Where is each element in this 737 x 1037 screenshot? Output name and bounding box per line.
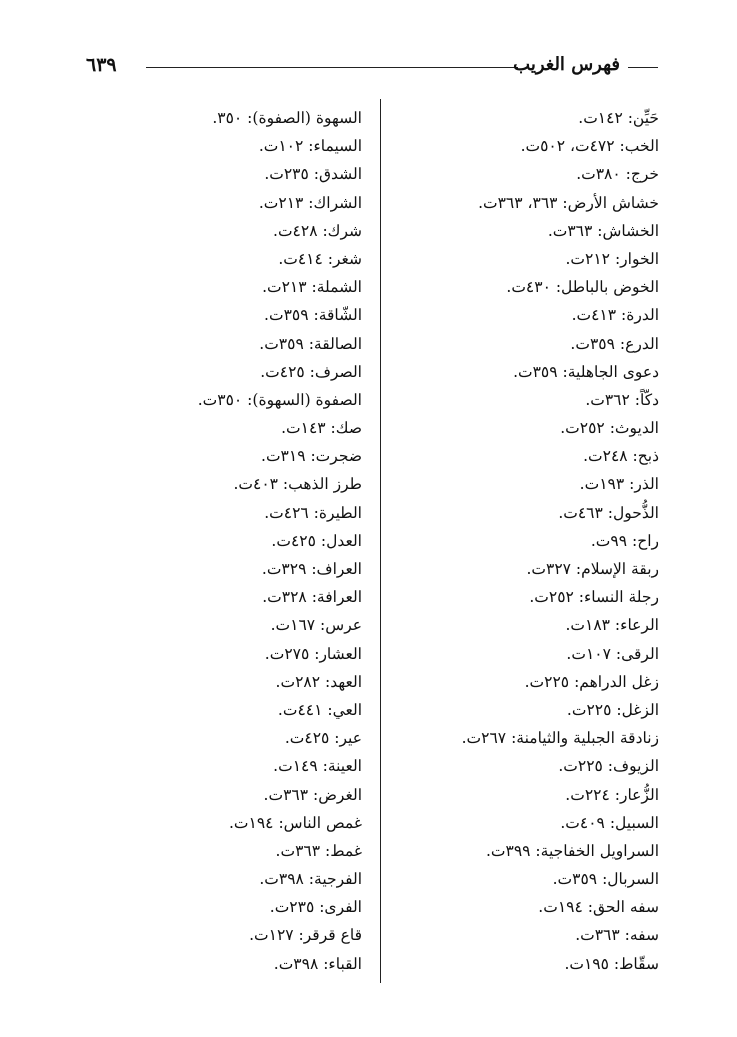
index-entry: الذُّحول: ٤٦٣ت. [558, 503, 659, 522]
index-entry: زغل الدراهم: ٢٢٥ت. [524, 672, 659, 691]
index-entry: حَيِّن: ١٤٢ت. [578, 109, 659, 127]
page-header [86, 50, 658, 80]
index-entry: سفه: ٣٦٣ت. [575, 926, 659, 945]
index-entry: السبيل: ٤٠٩ت. [560, 813, 659, 832]
index-entry: الزغل: ٢٢٥ت. [566, 700, 659, 719]
index-entry: العرافة: ٣٢٨ت. [262, 588, 362, 607]
index-entry: العراف: ٣٢٩ت. [261, 560, 362, 578]
column-divider [380, 99, 381, 983]
index-entry: عير: ٤٢٥ت. [284, 729, 362, 748]
index-entry: قاع قرقر: ١٢٧ت. [249, 926, 362, 945]
index-entry: دعوى الجاهلية: ٣٥٩ت. [513, 362, 659, 381]
index-entry: العدل: ٤٢٥ت. [271, 531, 362, 550]
index-entry: الدرة: ٤١٣ت. [571, 306, 659, 325]
index-entry: ربقة الإسلام: ٣٢٧ت. [526, 560, 659, 578]
index-entry: الشدق: ٢٣٥ت. [264, 165, 362, 184]
index-entry: خرج: ٣٨٠ت. [576, 165, 659, 184]
index-entry: العينة: ١٤٩ت. [273, 757, 362, 776]
index-entry: دكّاً: ٣٦٢ت. [585, 390, 659, 409]
index-entry: العي: ٤٤١ت. [277, 700, 362, 719]
index-entry: السيماء: ١٠٢ت. [258, 137, 362, 156]
index-entry: الخوار: ٢١٢ت. [565, 249, 659, 268]
index-entry: الصفوة (السهوة): ٣٥٠ت. [197, 390, 362, 409]
index-entry: سقّاط: ١٩٥ت. [564, 954, 659, 973]
index-entry: غمط: ٣٦٣ت. [275, 841, 362, 860]
index-entry: السربال: ٣٥٩ت. [552, 870, 659, 889]
index-entry: زنادقة الجبلية والثيامنة: ٢٦٧ت. [461, 729, 659, 748]
index-entry: غمص الناس: ١٩٤ت. [229, 813, 362, 832]
index-entry: العشار: ٢٧٥ت. [264, 644, 362, 663]
index-entry: السهوة (الصفوة): ٣٥٠. [212, 109, 362, 127]
index-entry: سفه الحق: ١٩٤ت. [538, 898, 659, 917]
index-entry: السراويل الخفاجية: ٣٩٩ت. [485, 841, 659, 860]
index-entry: طرز الذهب: ٤٠٣ت. [233, 475, 362, 494]
index-entry: الشّاقة: ٣٥٩ت. [264, 306, 362, 325]
index-entry: الشراك: ٢١٣ت. [258, 193, 362, 212]
index-entry: العهد: ٢٨٢ت. [275, 672, 362, 691]
index-entry: الخب: ٤٧٢ت، ٥٠٢ت. [520, 137, 659, 156]
index-entry: خشاش الأرض: ٣٦٣، ٣٦٣ت. [478, 193, 659, 212]
index-entry: شغر: ٤١٤ت. [278, 249, 362, 268]
index-entry: الدرع: ٣٥٩ت. [570, 334, 659, 353]
index-entry: الخوض بالباطل: ٤٣٠ت. [506, 278, 659, 297]
page-number: ٦٣٩ [86, 54, 117, 76]
index-column-left [102, 104, 362, 978]
index-entry: الخشاش: ٣٦٣ت. [547, 221, 659, 240]
index-entry: صك: ١٤٣ت. [281, 419, 362, 438]
index-entry: الفرجية: ٣٩٨ت. [259, 870, 362, 889]
header-rule-left [146, 67, 518, 68]
index-entry: ذبح: ٢٤٨ت. [583, 447, 659, 466]
index-entry: الفرى: ٢٣٥ت. [269, 898, 362, 917]
index-entry: الديوث: ٢٥٢ت. [560, 419, 659, 438]
index-entry: الزيوف: ٢٢٥ت. [558, 757, 659, 776]
index-entry: رجلة النساء: ٢٥٢ت. [529, 588, 659, 607]
index-entry: القباء: ٣٩٨ت. [273, 954, 362, 973]
index-entry: الشملة: ٢١٣ت. [262, 278, 362, 297]
index-entry: الطيرة: ٤٢٦ت. [264, 503, 362, 522]
running-title: فهرس الغريب [513, 54, 620, 75]
index-entry: الصرف: ٤٢٥ت. [260, 362, 362, 381]
index-entry: الزُّعار: ٢٢٤ت. [565, 785, 659, 804]
index-entry: الغرض: ٣٦٣ت. [263, 785, 362, 804]
index-entry: ضجرت: ٣١٩ت. [261, 447, 362, 466]
index-entry: راح: ٩٩ت. [590, 531, 659, 550]
index-entry: عرس: ١٦٧ت. [270, 616, 362, 635]
index-entry: الرقى: ١٠٧ت. [566, 644, 659, 663]
index-column-right [389, 104, 659, 978]
index-entry: الصالقة: ٣٥٩ت. [259, 334, 362, 353]
index-entry: الرعاء: ١٨٣ت. [565, 616, 659, 635]
header-rule-right [628, 67, 658, 68]
index-entry: شرك: ٤٢٨ت. [273, 221, 362, 240]
index-entry: الذر: ١٩٣ت. [579, 475, 659, 494]
